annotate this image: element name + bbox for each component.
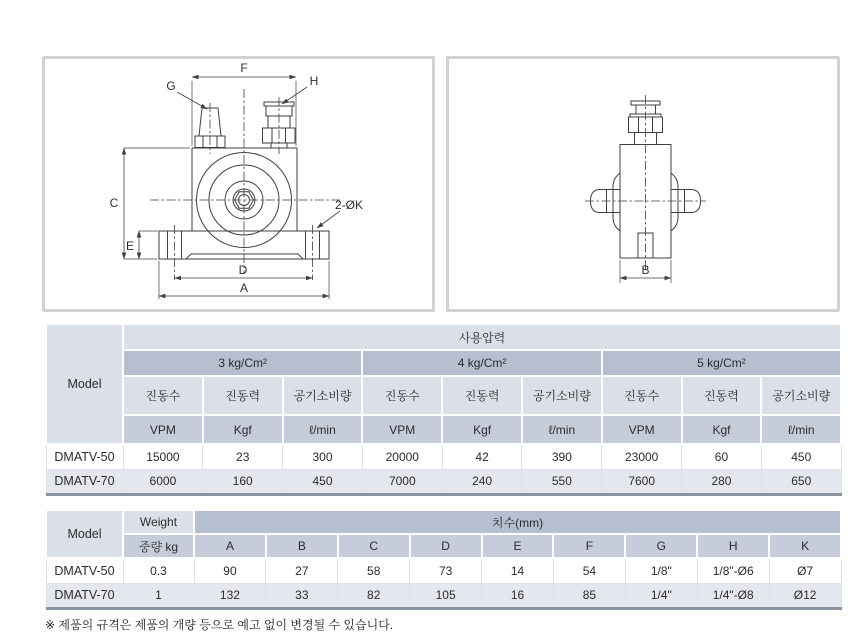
dim-label-a: A bbox=[239, 281, 249, 295]
dim-value: Ø12 bbox=[769, 583, 841, 608]
spec-value: 60 bbox=[682, 444, 762, 469]
dim-value: Ø7 bbox=[769, 558, 841, 583]
side-view-drawing bbox=[449, 59, 837, 309]
spec-value: 23000 bbox=[602, 444, 682, 469]
side-view-panel bbox=[446, 56, 840, 312]
dim-col-header: C bbox=[338, 534, 410, 558]
dimension-table bbox=[45, 509, 842, 610]
spec-model-header: Model bbox=[46, 324, 123, 444]
pressure-group-4kg: 4 kg/Cm² bbox=[362, 350, 601, 376]
dim-col-header: H bbox=[697, 534, 769, 558]
metric-header: 공기소비량 bbox=[522, 376, 602, 415]
spec-value: 15000 bbox=[123, 444, 203, 469]
spec-table bbox=[45, 323, 842, 496]
unit-header: VPM bbox=[362, 415, 442, 444]
dim-col-header: F bbox=[553, 534, 625, 558]
dim-value: 1/8" bbox=[625, 558, 697, 583]
dim-value: 58 bbox=[338, 558, 410, 583]
dim-row-dmatv-50 bbox=[46, 558, 841, 583]
dim-label-g: G bbox=[166, 79, 176, 93]
front-view-drawing bbox=[45, 59, 432, 309]
unit-header: ℓ/min bbox=[761, 415, 841, 444]
dim-value: 1/8"-Ø6 bbox=[697, 558, 769, 583]
model-cell: DMATV-50 bbox=[46, 444, 123, 469]
dim-label-e: E bbox=[125, 239, 135, 253]
unit-header: Kgf bbox=[682, 415, 762, 444]
spec-value: 280 bbox=[682, 469, 762, 494]
spec-value: 390 bbox=[522, 444, 602, 469]
dimensions-header: 치수(mm) bbox=[194, 510, 841, 534]
label-H bbox=[282, 74, 318, 104]
unit-header: Kgf bbox=[442, 415, 522, 444]
dim-col-header: G bbox=[625, 534, 697, 558]
hole-diameter-note bbox=[317, 198, 363, 228]
unit-header: ℓ/min bbox=[522, 415, 602, 444]
dim-value: 132 bbox=[194, 583, 266, 608]
spec-value: 550 bbox=[522, 469, 602, 494]
metric-header: 진동력 bbox=[442, 376, 522, 415]
spec-value: 20000 bbox=[362, 444, 442, 469]
spec-value: 23 bbox=[203, 444, 283, 469]
dimension-E bbox=[126, 231, 158, 259]
dim-value: 85 bbox=[553, 583, 625, 608]
spec-value: 240 bbox=[442, 469, 522, 494]
metric-header: 진동수 bbox=[602, 376, 682, 415]
dim-value: 27 bbox=[266, 558, 338, 583]
dimension-F bbox=[192, 61, 296, 146]
spec-value: 7600 bbox=[602, 469, 682, 494]
weight-value: 1 bbox=[123, 583, 194, 608]
dim-model-header: Model bbox=[46, 510, 123, 558]
weight-value: 0.3 bbox=[123, 558, 194, 583]
spec-value: 6000 bbox=[123, 469, 203, 494]
unit-header: VPM bbox=[123, 415, 203, 444]
spec-row-dmatv-70 bbox=[46, 469, 841, 494]
spec-value: 650 bbox=[761, 469, 841, 494]
metric-header: 진동수 bbox=[362, 376, 442, 415]
unit-header: Kgf bbox=[203, 415, 283, 444]
metric-header: 공기소비량 bbox=[283, 376, 363, 415]
dim-row-dmatv-70 bbox=[46, 583, 841, 608]
spec-value: 450 bbox=[283, 469, 363, 494]
pressure-group-5kg: 5 kg/Cm² bbox=[602, 350, 841, 376]
spec-value: 42 bbox=[442, 444, 522, 469]
dim-value: 73 bbox=[410, 558, 482, 583]
dim-label-b: B bbox=[641, 263, 650, 277]
dim-value: 90 bbox=[194, 558, 266, 583]
dim-value: 16 bbox=[482, 583, 554, 608]
dim-value: 82 bbox=[338, 583, 410, 608]
unit-header: ℓ/min bbox=[283, 415, 363, 444]
dim-col-header: K bbox=[769, 534, 841, 558]
metric-header: 공기소비량 bbox=[761, 376, 841, 415]
dim-value: 14 bbox=[482, 558, 554, 583]
dim-col-header: A bbox=[194, 534, 266, 558]
weight-unit-header: 중량 kg bbox=[123, 534, 194, 558]
metric-header: 진동수 bbox=[123, 376, 203, 415]
dim-value: 33 bbox=[266, 583, 338, 608]
dim-label-c: C bbox=[109, 196, 119, 210]
dim-value: 1/4" bbox=[625, 583, 697, 608]
spec-value: 450 bbox=[761, 444, 841, 469]
model-cell: DMATV-50 bbox=[46, 558, 123, 583]
spec-value: 160 bbox=[203, 469, 283, 494]
unit-header: VPM bbox=[602, 415, 682, 444]
model-cell: DMATV-70 bbox=[46, 583, 123, 608]
pressure-group-3kg: 3 kg/Cm² bbox=[123, 350, 362, 376]
weight-header: Weight bbox=[123, 510, 194, 534]
dim-label-h: H bbox=[309, 74, 319, 88]
label-G bbox=[166, 79, 207, 109]
dim-col-header: B bbox=[266, 534, 338, 558]
dim-value: 54 bbox=[553, 558, 625, 583]
dimension-C bbox=[110, 148, 190, 259]
spec-value: 300 bbox=[283, 444, 363, 469]
dim-value: 105 bbox=[410, 583, 482, 608]
spec-value: 7000 bbox=[362, 469, 442, 494]
dim-label-d: D bbox=[238, 263, 248, 277]
dim-label-k: 2-ØK bbox=[334, 198, 364, 212]
footnote: ※ 제품의 규격은 제품의 개량 등으로 예고 없이 변경될 수 있습니다. bbox=[45, 618, 394, 632]
dim-col-header: E bbox=[482, 534, 554, 558]
pressure-header: 사용압력 bbox=[123, 324, 841, 350]
model-cell: DMATV-70 bbox=[46, 469, 123, 494]
metric-header: 진동력 bbox=[682, 376, 762, 415]
spec-row-dmatv-50 bbox=[46, 444, 841, 469]
dim-col-header: D bbox=[410, 534, 482, 558]
dim-label-f: F bbox=[240, 61, 248, 75]
dim-value: 1/4"-Ø8 bbox=[697, 583, 769, 608]
dimension-B bbox=[620, 260, 671, 283]
front-view-panel bbox=[42, 56, 435, 312]
dimension-D bbox=[175, 263, 313, 278]
metric-header: 진동력 bbox=[203, 376, 283, 415]
